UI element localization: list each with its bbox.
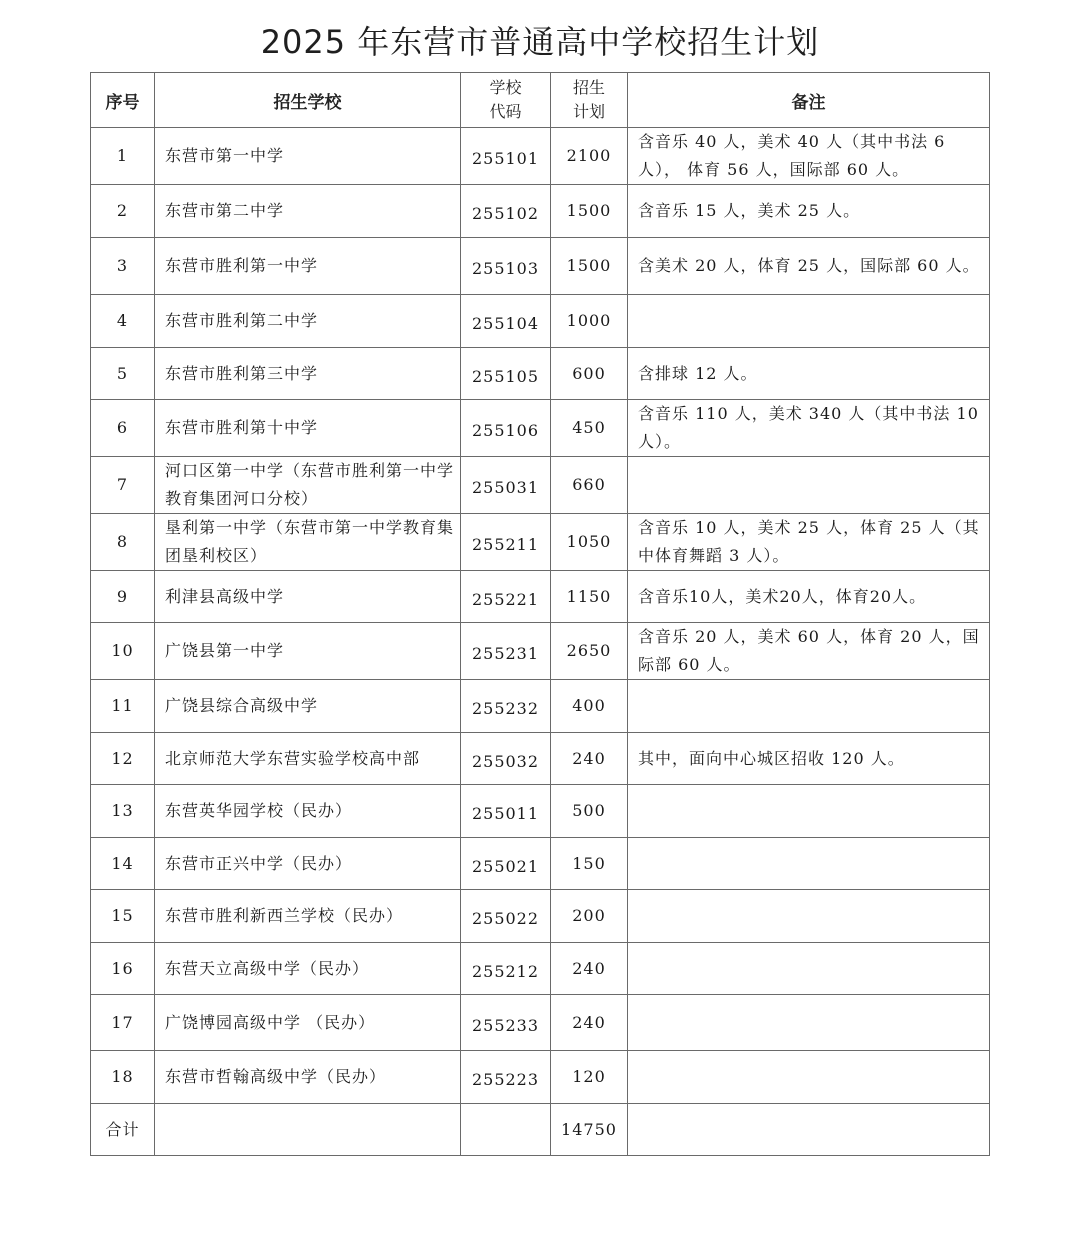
- cell-school: 东营市胜利第三中学: [155, 348, 461, 400]
- cell-no: 9: [91, 571, 155, 623]
- cell-no: 4: [91, 295, 155, 348]
- cell-plan: 600: [551, 348, 628, 400]
- table-row: [91, 185, 990, 238]
- cell-note: 含排球 12 人。: [628, 348, 990, 400]
- cell-no: 3: [91, 238, 155, 295]
- cell-code: 255104: [461, 295, 551, 348]
- table-row: [91, 238, 990, 295]
- table-row: [91, 400, 990, 457]
- cell-note: [628, 295, 990, 348]
- table-body: [91, 128, 990, 1156]
- total-label: 合计: [91, 1104, 155, 1156]
- cell-note: 含音乐 110 人，美术 340 人（其中书法 10 人）。: [628, 400, 990, 457]
- cell-plan: 1150: [551, 571, 628, 623]
- table-row: [91, 348, 990, 400]
- cell-note: 含音乐10人，美术20人，体育20人。: [628, 571, 990, 623]
- cell-no: 16: [91, 943, 155, 995]
- cell-school: 垦利第一中学（东营市第一中学教育集团垦利校区）: [155, 514, 461, 571]
- cell-school: 东营市正兴中学（民办）: [155, 838, 461, 890]
- cell-note: [628, 838, 990, 890]
- cell-no: 5: [91, 348, 155, 400]
- cell-plan: 400: [551, 680, 628, 733]
- cell-code: 255212: [461, 943, 551, 995]
- cell-plan: 500: [551, 785, 628, 838]
- cell-code: 255022: [461, 890, 551, 943]
- cell-code: 255032: [461, 733, 551, 785]
- cell-plan: 240: [551, 733, 628, 785]
- cell-school: 东营市第一中学: [155, 128, 461, 185]
- table-row: [91, 623, 990, 680]
- cell-school: 利津县高级中学: [155, 571, 461, 623]
- cell-code: 255105: [461, 348, 551, 400]
- cell-note: [628, 995, 990, 1051]
- total-code: [461, 1104, 551, 1156]
- cell-note: [628, 890, 990, 943]
- cell-note: [628, 457, 990, 514]
- cell-school: 东营市胜利第一中学: [155, 238, 461, 295]
- header-note: 备注: [628, 73, 990, 128]
- cell-plan: 1050: [551, 514, 628, 571]
- cell-note: [628, 943, 990, 995]
- cell-school: 东营市胜利新西兰学校（民办）: [155, 890, 461, 943]
- cell-plan: 1500: [551, 238, 628, 295]
- total-plan: 14750: [551, 1104, 628, 1156]
- table-row: [91, 890, 990, 943]
- cell-plan: 240: [551, 943, 628, 995]
- cell-school: 河口区第一中学（东营市胜利第一中学教育集团河口分校）: [155, 457, 461, 514]
- header-no: 序号: [91, 73, 155, 128]
- cell-code: 255211: [461, 514, 551, 571]
- table-row: [91, 514, 990, 571]
- cell-no: 11: [91, 680, 155, 733]
- cell-school: 广饶县第一中学: [155, 623, 461, 680]
- cell-plan: 1500: [551, 185, 628, 238]
- cell-school: 东营市胜利第二中学: [155, 295, 461, 348]
- cell-plan: 450: [551, 400, 628, 457]
- header-code: [461, 73, 551, 128]
- total-row: [91, 1104, 990, 1156]
- header-plan: [551, 73, 628, 128]
- cell-code: 255103: [461, 238, 551, 295]
- header-code-line1: 学校: [489, 78, 522, 97]
- cell-no: 12: [91, 733, 155, 785]
- cell-note: [628, 680, 990, 733]
- cell-code: 255101: [461, 128, 551, 185]
- cell-code: 255031: [461, 457, 551, 514]
- cell-plan: 150: [551, 838, 628, 890]
- cell-code: 255221: [461, 571, 551, 623]
- cell-plan: 2650: [551, 623, 628, 680]
- cell-school: 广饶博园高级中学 （民办）: [155, 995, 461, 1051]
- cell-note: 含音乐 15 人，美术 25 人。: [628, 185, 990, 238]
- table-row: [91, 785, 990, 838]
- total-note: [628, 1104, 990, 1156]
- cell-no: 15: [91, 890, 155, 943]
- cell-plan: 240: [551, 995, 628, 1051]
- cell-school: 东营天立高级中学（民办）: [155, 943, 461, 995]
- cell-school: 广饶县综合高级中学: [155, 680, 461, 733]
- table-row: [91, 733, 990, 785]
- cell-code: 255223: [461, 1051, 551, 1104]
- table-row: [91, 943, 990, 995]
- cell-code: 255011: [461, 785, 551, 838]
- cell-no: 17: [91, 995, 155, 1051]
- cell-plan: 120: [551, 1051, 628, 1104]
- cell-school: 东营市哲翰高级中学（民办）: [155, 1051, 461, 1104]
- table-row: [91, 457, 990, 514]
- table-row: [91, 995, 990, 1051]
- cell-plan: 200: [551, 890, 628, 943]
- table-row: [91, 295, 990, 348]
- header-code-line2: 代码: [489, 102, 522, 121]
- page-title: 2025 年东营市普通高中学校招生计划: [260, 23, 820, 61]
- total-school: [155, 1104, 461, 1156]
- cell-no: 18: [91, 1051, 155, 1104]
- header-plan-line2: 计划: [572, 102, 605, 121]
- cell-no: 2: [91, 185, 155, 238]
- cell-school: 东营市胜利第十中学: [155, 400, 461, 457]
- cell-school: 东营英华园学校（民办）: [155, 785, 461, 838]
- header-plan-line1: 招生: [572, 78, 605, 97]
- cell-code: 255233: [461, 995, 551, 1051]
- enrollment-plan-table: [90, 72, 990, 1156]
- table-row: [91, 128, 990, 185]
- cell-note: 含音乐 10 人，美术 25 人，体育 25 人（其中体育舞蹈 3 人）。: [628, 514, 990, 571]
- cell-no: 14: [91, 838, 155, 890]
- table-row: [91, 571, 990, 623]
- cell-school: 北京师范大学东营实验学校高中部: [155, 733, 461, 785]
- cell-note: 含音乐 20 人，美术 60 人，体育 20 人，国际部 60 人。: [628, 623, 990, 680]
- header-row: [91, 73, 990, 128]
- cell-code: 255102: [461, 185, 551, 238]
- cell-code: 255106: [461, 400, 551, 457]
- cell-plan: 660: [551, 457, 628, 514]
- table-header: [91, 73, 990, 128]
- cell-no: 13: [91, 785, 155, 838]
- cell-code: 255231: [461, 623, 551, 680]
- cell-note: [628, 785, 990, 838]
- header-school: 招生学校: [155, 73, 461, 128]
- cell-note: [628, 1051, 990, 1104]
- cell-note: 含音乐 40 人，美术 40 人（其中书法 6 人）， 体育 56 人，国际部 60 人。: [628, 128, 990, 185]
- cell-no: 1: [91, 128, 155, 185]
- cell-note: 含美术 20 人，体育 25 人，国际部 60 人。: [628, 238, 990, 295]
- table-row: [91, 838, 990, 890]
- cell-code: 255021: [461, 838, 551, 890]
- cell-note: 其中，面向中心城区招收 120 人。: [628, 733, 990, 785]
- table-row: [91, 680, 990, 733]
- cell-plan: 2100: [551, 128, 628, 185]
- cell-no: 10: [91, 623, 155, 680]
- cell-code: 255232: [461, 680, 551, 733]
- cell-no: 8: [91, 514, 155, 571]
- cell-school: 东营市第二中学: [155, 185, 461, 238]
- table-row: [91, 1051, 990, 1104]
- cell-no: 7: [91, 457, 155, 514]
- cell-plan: 1000: [551, 295, 628, 348]
- cell-no: 6: [91, 400, 155, 457]
